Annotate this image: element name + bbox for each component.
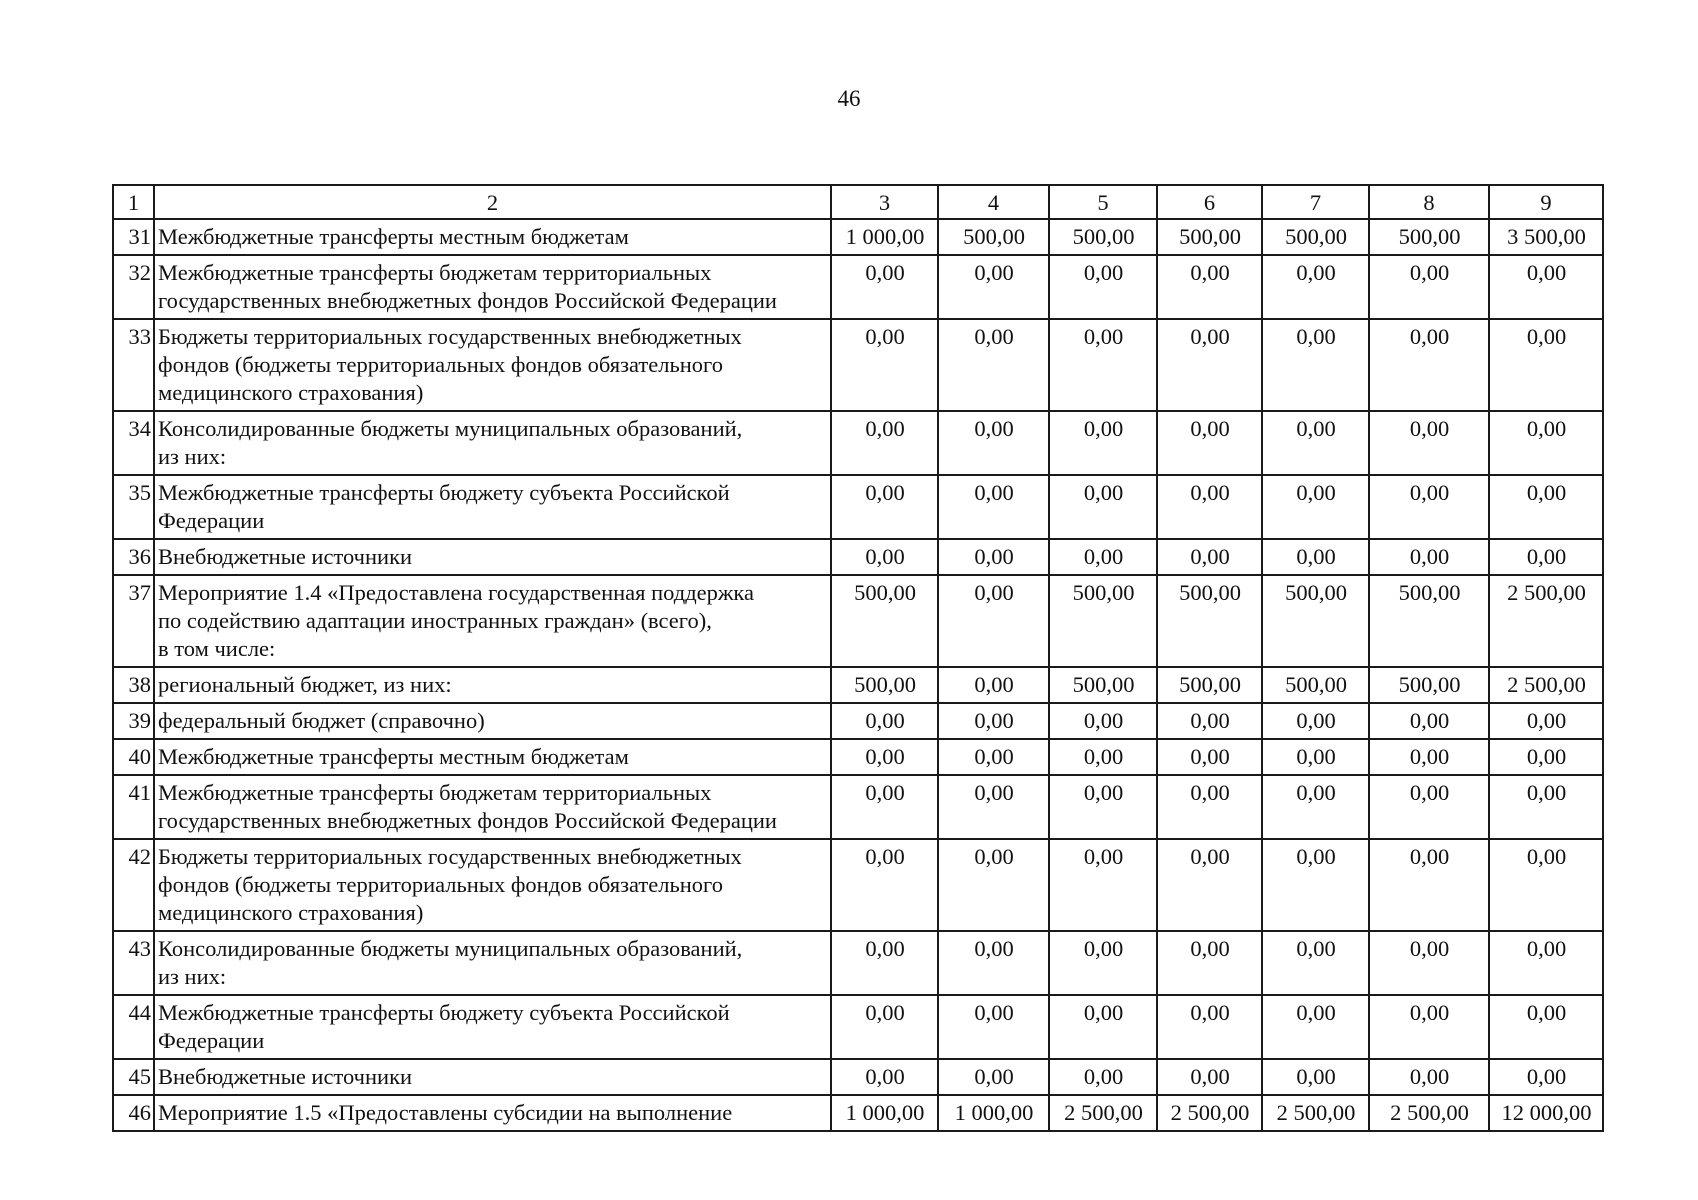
value-cell: 0,00 bbox=[938, 319, 1049, 411]
value-cell: 0,00 bbox=[938, 475, 1049, 539]
value-cell: 0,00 bbox=[1049, 539, 1157, 575]
value-cell: 0,00 bbox=[1369, 539, 1489, 575]
table-row bbox=[113, 703, 1603, 739]
header-cell: 2 bbox=[154, 185, 831, 219]
value-cell: 3 500,00 bbox=[1489, 219, 1603, 255]
value-cell: 0,00 bbox=[1369, 255, 1489, 319]
value-cell: 0,00 bbox=[1049, 475, 1157, 539]
header-cell: 4 bbox=[938, 185, 1049, 219]
value-cell: 0,00 bbox=[1049, 1059, 1157, 1095]
row-number: 37 bbox=[113, 575, 154, 667]
row-number: 42 bbox=[113, 839, 154, 931]
row-number: 41 bbox=[113, 775, 154, 839]
value-cell: 500,00 bbox=[1369, 575, 1489, 667]
value-cell: 0,00 bbox=[1262, 995, 1369, 1059]
table-row bbox=[113, 1059, 1603, 1095]
table-row bbox=[113, 219, 1603, 255]
row-description: Мероприятие 1.4 «Предоставлена государственная поддержка по содействию адаптации иностранных граждан» (всего), в том числе: bbox=[154, 575, 831, 667]
row-description: Межбюджетные трансферты бюджетам территориальных государственных внебюджетных фондов Российской Федерации bbox=[154, 775, 831, 839]
row-description: Межбюджетные трансферты местным бюджетам bbox=[154, 739, 831, 775]
value-cell: 0,00 bbox=[831, 1059, 938, 1095]
table-row bbox=[113, 839, 1603, 931]
value-cell: 0,00 bbox=[1369, 839, 1489, 931]
value-cell: 0,00 bbox=[1369, 995, 1489, 1059]
value-cell: 500,00 bbox=[1262, 219, 1369, 255]
row-description: Бюджеты территориальных государственных внебюджетных фондов (бюджеты территориальных фондов обязательного медицинского страхования) bbox=[154, 839, 831, 931]
header-cell: 3 bbox=[831, 185, 938, 219]
table-row bbox=[113, 319, 1603, 411]
value-cell: 0,00 bbox=[1369, 703, 1489, 739]
header-cell: 8 bbox=[1369, 185, 1489, 219]
table-row bbox=[113, 411, 1603, 475]
row-number: 34 bbox=[113, 411, 154, 475]
value-cell: 0,00 bbox=[1369, 319, 1489, 411]
row-description: Внебюджетные источники bbox=[154, 1059, 831, 1095]
value-cell: 0,00 bbox=[1049, 775, 1157, 839]
row-description: Межбюджетные трансферты бюджету субъекта Российской Федерации bbox=[154, 475, 831, 539]
table-row bbox=[113, 931, 1603, 995]
value-cell: 0,00 bbox=[1049, 739, 1157, 775]
value-cell: 0,00 bbox=[1489, 1059, 1603, 1095]
value-cell: 0,00 bbox=[1157, 703, 1262, 739]
value-cell: 0,00 bbox=[1262, 931, 1369, 995]
value-cell: 0,00 bbox=[1489, 411, 1603, 475]
value-cell: 1 000,00 bbox=[831, 1095, 938, 1131]
value-cell: 2 500,00 bbox=[1489, 667, 1603, 703]
value-cell: 2 500,00 bbox=[1157, 1095, 1262, 1131]
row-description: Консолидированные бюджеты муниципальных образований, из них: bbox=[154, 411, 831, 475]
table-row bbox=[113, 1095, 1603, 1131]
value-cell: 0,00 bbox=[831, 319, 938, 411]
page-number: 46 bbox=[837, 86, 861, 111]
value-cell: 500,00 bbox=[1369, 667, 1489, 703]
value-cell: 12 000,00 bbox=[1489, 1095, 1603, 1131]
header-cell: 6 bbox=[1157, 185, 1262, 219]
value-cell: 0,00 bbox=[1262, 775, 1369, 839]
row-description: Бюджеты территориальных государственных внебюджетных фондов (бюджеты территориальных фондов обязательного медицинского страхования) bbox=[154, 319, 831, 411]
value-cell: 0,00 bbox=[1157, 1059, 1262, 1095]
header-row bbox=[113, 185, 1603, 219]
row-number: 44 bbox=[113, 995, 154, 1059]
row-number: 35 bbox=[113, 475, 154, 539]
value-cell: 0,00 bbox=[1369, 1059, 1489, 1095]
value-cell: 500,00 bbox=[1157, 667, 1262, 703]
value-cell: 0,00 bbox=[938, 739, 1049, 775]
value-cell: 500,00 bbox=[1049, 575, 1157, 667]
value-cell: 500,00 bbox=[831, 575, 938, 667]
value-cell: 0,00 bbox=[1262, 739, 1369, 775]
value-cell: 0,00 bbox=[1262, 839, 1369, 931]
row-description: Межбюджетные трансферты бюджетам территориальных государственных внебюджетных фондов Российской Федерации bbox=[154, 255, 831, 319]
value-cell: 0,00 bbox=[831, 739, 938, 775]
value-cell: 0,00 bbox=[938, 539, 1049, 575]
value-cell: 0,00 bbox=[831, 411, 938, 475]
value-cell: 0,00 bbox=[1262, 1059, 1369, 1095]
table-row bbox=[113, 539, 1603, 575]
value-cell: 0,00 bbox=[1049, 319, 1157, 411]
table-row bbox=[113, 667, 1603, 703]
value-cell: 0,00 bbox=[1157, 255, 1262, 319]
value-cell: 1 000,00 bbox=[938, 1095, 1049, 1131]
value-cell: 2 500,00 bbox=[1262, 1095, 1369, 1131]
header-cell: 9 bbox=[1489, 185, 1603, 219]
value-cell: 0,00 bbox=[1489, 255, 1603, 319]
table-row bbox=[113, 995, 1603, 1059]
row-number: 46 bbox=[113, 1095, 154, 1131]
value-cell: 500,00 bbox=[831, 667, 938, 703]
value-cell: 0,00 bbox=[938, 931, 1049, 995]
value-cell: 0,00 bbox=[1262, 475, 1369, 539]
value-cell: 0,00 bbox=[938, 255, 1049, 319]
value-cell: 0,00 bbox=[938, 703, 1049, 739]
value-cell: 500,00 bbox=[1262, 667, 1369, 703]
table-header bbox=[113, 185, 1603, 219]
value-cell: 0,00 bbox=[1157, 931, 1262, 995]
value-cell: 2 500,00 bbox=[1049, 1095, 1157, 1131]
value-cell: 0,00 bbox=[1049, 839, 1157, 931]
value-cell: 0,00 bbox=[1049, 995, 1157, 1059]
value-cell: 500,00 bbox=[938, 219, 1049, 255]
value-cell: 0,00 bbox=[831, 703, 938, 739]
value-cell: 1 000,00 bbox=[831, 219, 938, 255]
value-cell: 2 500,00 bbox=[1489, 575, 1603, 667]
table-body bbox=[113, 219, 1603, 1131]
value-cell: 0,00 bbox=[1369, 931, 1489, 995]
value-cell: 0,00 bbox=[1049, 255, 1157, 319]
row-number: 36 bbox=[113, 539, 154, 575]
header-cell: 1 bbox=[113, 185, 154, 219]
value-cell: 0,00 bbox=[938, 775, 1049, 839]
value-cell: 0,00 bbox=[1157, 775, 1262, 839]
table-row bbox=[113, 575, 1603, 667]
row-number: 31 bbox=[113, 219, 154, 255]
value-cell: 0,00 bbox=[938, 1059, 1049, 1095]
value-cell: 0,00 bbox=[1489, 475, 1603, 539]
value-cell: 0,00 bbox=[938, 411, 1049, 475]
value-cell: 0,00 bbox=[1049, 931, 1157, 995]
value-cell: 0,00 bbox=[1157, 411, 1262, 475]
row-number: 40 bbox=[113, 739, 154, 775]
value-cell: 0,00 bbox=[1157, 475, 1262, 539]
value-cell: 500,00 bbox=[1049, 219, 1157, 255]
value-cell: 500,00 bbox=[1157, 575, 1262, 667]
value-cell: 0,00 bbox=[1489, 319, 1603, 411]
row-number: 33 bbox=[113, 319, 154, 411]
value-cell: 0,00 bbox=[831, 475, 938, 539]
value-cell: 0,00 bbox=[938, 575, 1049, 667]
table-row bbox=[113, 739, 1603, 775]
value-cell: 500,00 bbox=[1157, 219, 1262, 255]
value-cell: 0,00 bbox=[1369, 775, 1489, 839]
row-description: Консолидированные бюджеты муниципальных образований, из них: bbox=[154, 931, 831, 995]
table-row bbox=[113, 255, 1603, 319]
row-description: региональный бюджет, из них: bbox=[154, 667, 831, 703]
value-cell: 0,00 bbox=[1489, 931, 1603, 995]
value-cell: 0,00 bbox=[1489, 775, 1603, 839]
row-number: 39 bbox=[113, 703, 154, 739]
value-cell: 0,00 bbox=[831, 839, 938, 931]
value-cell: 500,00 bbox=[1049, 667, 1157, 703]
row-number: 38 bbox=[113, 667, 154, 703]
value-cell: 2 500,00 bbox=[1369, 1095, 1489, 1131]
value-cell: 0,00 bbox=[938, 839, 1049, 931]
value-cell: 0,00 bbox=[1489, 539, 1603, 575]
value-cell: 0,00 bbox=[1489, 703, 1603, 739]
value-cell: 0,00 bbox=[1157, 319, 1262, 411]
value-cell: 0,00 bbox=[831, 255, 938, 319]
value-cell: 0,00 bbox=[831, 539, 938, 575]
value-cell: 0,00 bbox=[938, 667, 1049, 703]
value-cell: 0,00 bbox=[1369, 411, 1489, 475]
value-cell: 500,00 bbox=[1369, 219, 1489, 255]
table-row bbox=[113, 475, 1603, 539]
value-cell: 0,00 bbox=[1262, 319, 1369, 411]
value-cell: 0,00 bbox=[1049, 703, 1157, 739]
row-number: 45 bbox=[113, 1059, 154, 1095]
value-cell: 0,00 bbox=[1157, 995, 1262, 1059]
value-cell: 0,00 bbox=[831, 775, 938, 839]
value-cell: 0,00 bbox=[831, 931, 938, 995]
value-cell: 0,00 bbox=[938, 995, 1049, 1059]
value-cell: 0,00 bbox=[1157, 739, 1262, 775]
row-description: Внебюджетные источники bbox=[154, 539, 831, 575]
value-cell: 500,00 bbox=[1262, 575, 1369, 667]
value-cell: 0,00 bbox=[1369, 739, 1489, 775]
value-cell: 0,00 bbox=[831, 995, 938, 1059]
value-cell: 0,00 bbox=[1262, 539, 1369, 575]
value-cell: 0,00 bbox=[1262, 703, 1369, 739]
value-cell: 0,00 bbox=[1489, 995, 1603, 1059]
value-cell: 0,00 bbox=[1157, 539, 1262, 575]
value-cell: 0,00 bbox=[1369, 475, 1489, 539]
value-cell: 0,00 bbox=[1489, 739, 1603, 775]
row-description: Межбюджетные трансферты местным бюджетам bbox=[154, 219, 831, 255]
row-description: Межбюджетные трансферты бюджету субъекта Российской Федерации bbox=[154, 995, 831, 1059]
row-description: Мероприятие 1.5 «Предоставлены субсидии на выполнение bbox=[154, 1095, 831, 1131]
value-cell: 0,00 bbox=[1262, 411, 1369, 475]
value-cell: 0,00 bbox=[1049, 411, 1157, 475]
row-number: 43 bbox=[113, 931, 154, 995]
value-cell: 0,00 bbox=[1489, 839, 1603, 931]
header-cell: 5 bbox=[1049, 185, 1157, 219]
budget-table bbox=[112, 184, 1604, 1132]
table-row bbox=[113, 775, 1603, 839]
row-number: 32 bbox=[113, 255, 154, 319]
value-cell: 0,00 bbox=[1157, 839, 1262, 931]
value-cell: 0,00 bbox=[1262, 255, 1369, 319]
header-cell: 7 bbox=[1262, 185, 1369, 219]
row-description: федеральный бюджет (справочно) bbox=[154, 703, 831, 739]
